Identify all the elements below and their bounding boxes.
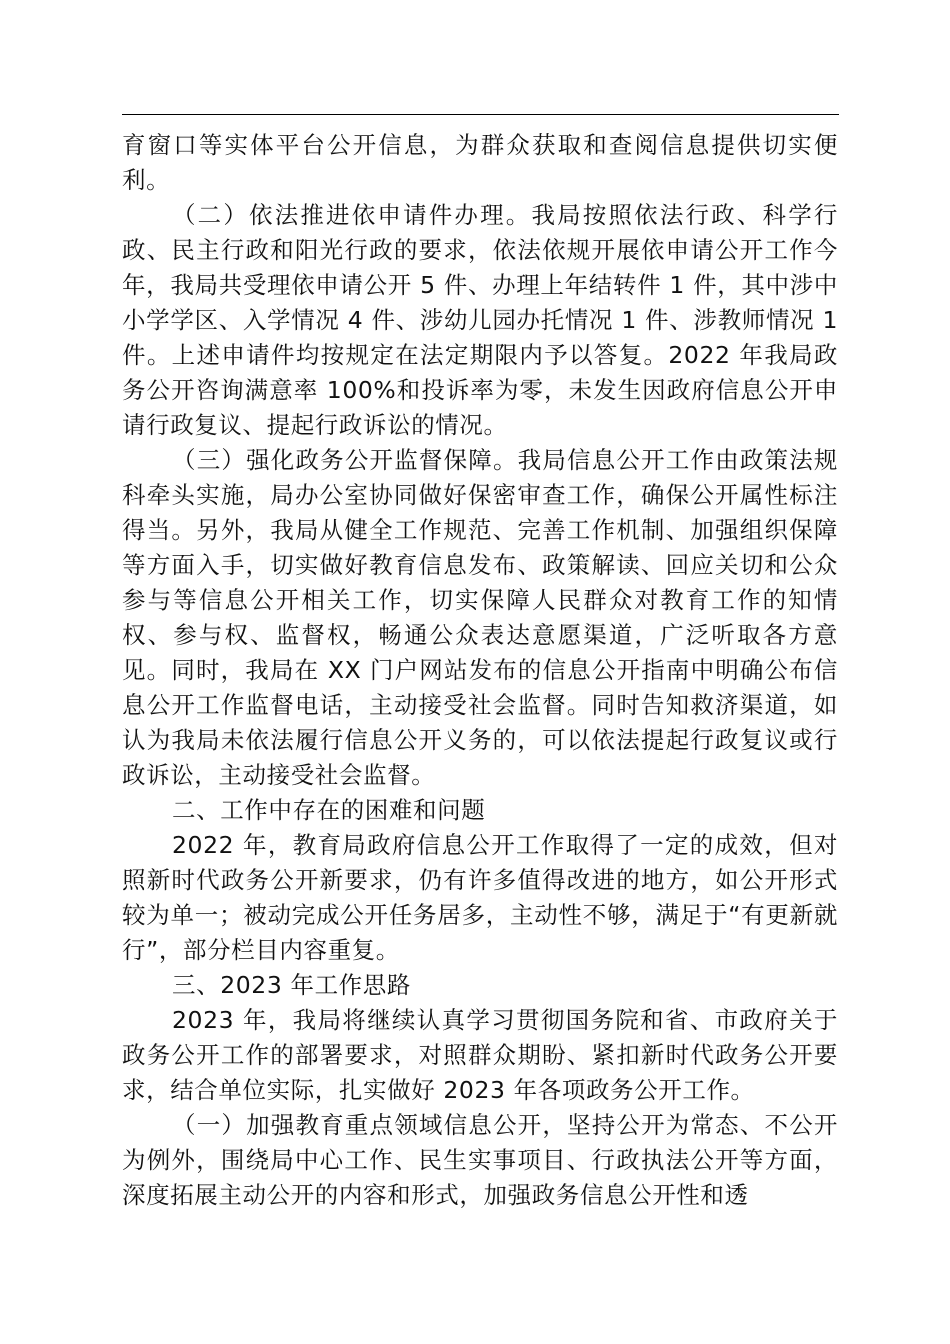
heading-difficulties: 二、工作中存在的困难和问题 [172, 796, 486, 824]
header-divider [122, 114, 839, 115]
paragraph-plan-item-1: （一）加强教育重点领域信息公开，坚持公开为常态、不公开为例外，围绕局中心工作、民生实事项目、行政执法公开等方面，深度拓展主动公开的内容和形式，加强政务信息公开性和透 [122, 1111, 838, 1209]
paragraph-section-3: （三）强化政务公开监督保障。我局信息公开工作由政策法规科牵头实施，局办公室协同做好保密审查工作，确保公开属性标注得当。另外，我局从健全工作规范、完善工作机制、加强组织保障等方面入手，切实做好教育信息发布、政策解读、回应关切和公众参与等信息公开相关工作，切实保障人民群众对教育工作的知情权、参与权、监督权，畅通公众表达意愿渠道，广泛听取各方意见。同时，我局在 XX 门户网站发布的信息公开指南中明确公布信息公开工作监督电话，主动接受社会监督。同时告知救济渠道，如认为我局未依法履行信息公开义务的，可以依法提起行政复议或行政诉讼，主动接受社会监督。 [122, 446, 838, 789]
paragraph-section-2: （二）依法推进依申请件办理。我局按照依法行政、科学行政、民主行政和阳光行政的要求，依法依规开展依申请公开工作今年，我局共受理依申请公开 5 件、办理上年结转件 1 件，其中涉中小学学区、入学情况 4 件、涉幼儿园办托情况 1 件、涉教师情况 1 件。上述申请件均按规定在法定期限内予以答复。2022 年我局政务公开咨询满意率 100%和投诉率为零，未发生因政府信息公开申请行政复议、提起行政诉讼的情况。 [122, 201, 838, 439]
document-body [122, 128, 838, 1213]
paragraph-difficulties: 2022 年，教育局政府信息公开工作取得了一定的成效，但对照新时代政务公开新要求，仍有许多值得改进的地方，如公开形式较为单一；被动完成公开任务居多，主动性不够，满足于“有更新就行”，部分栏目内容重复。 [122, 831, 838, 964]
paragraph-2023-plan: 2023 年，我局将继续认真学习贯彻国务院和省、市政府关于政务公开工作的部署要求，对照群众期盼、紧扣新时代政务公开要求，结合单位实际，扎实做好 2023 年各项政务公开工作。 [122, 1006, 838, 1104]
heading-2023-plan: 三、2023 年工作思路 [172, 971, 411, 999]
paragraph-continuation: 育窗口等实体平台公开信息，为群众获取和查阅信息提供切实便利。 [122, 131, 838, 194]
